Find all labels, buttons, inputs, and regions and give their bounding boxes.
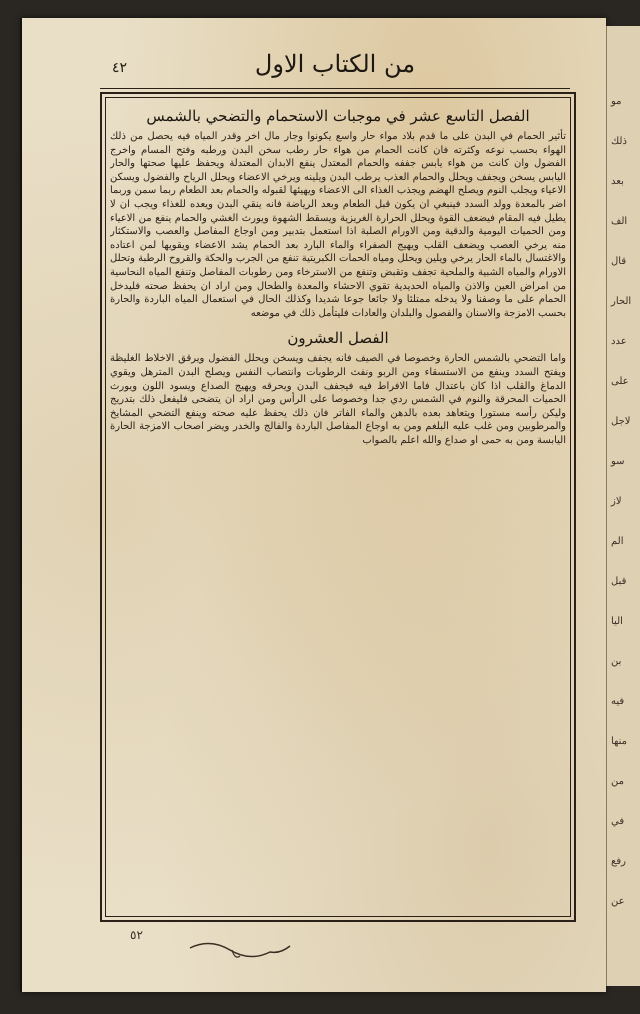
adjacent-page-fragment: لاز bbox=[611, 496, 622, 507]
adjacent-page-fragment: مو bbox=[611, 96, 622, 107]
adjacent-page-fragment: اليا bbox=[611, 616, 623, 627]
adjacent-page-fragment: من bbox=[611, 776, 624, 787]
adjacent-page-fragment: بن bbox=[611, 656, 622, 667]
folio-number: ٥٢ bbox=[130, 928, 143, 942]
chapter-20-heading: الفصل العشرون bbox=[287, 329, 389, 348]
adjacent-page-fragment: عدد bbox=[611, 336, 627, 347]
adjacent-page-fragment: عن bbox=[611, 896, 625, 907]
adjacent-page-fragment: الف bbox=[611, 216, 628, 227]
text-block bbox=[110, 102, 566, 912]
ink-flourish-mark bbox=[180, 930, 300, 970]
adjacent-page-fragment: سو bbox=[611, 456, 625, 467]
chapter-19-heading: الفصل التاسع عشر في موجبات الاستحمام والتضحي بالشمس bbox=[146, 107, 530, 125]
adjacent-page-fragment: في bbox=[611, 816, 625, 827]
header-rule bbox=[100, 88, 570, 89]
adjacent-page-fragment: رفع bbox=[611, 856, 626, 867]
page-number: ٤٢ bbox=[112, 60, 128, 76]
adjacent-page-edge bbox=[606, 26, 640, 986]
adjacent-page-fragment: على bbox=[611, 376, 629, 387]
adjacent-page-fragment: منها bbox=[611, 736, 628, 747]
adjacent-page-fragment: قبل bbox=[611, 576, 627, 587]
adjacent-page-fragment: الم bbox=[611, 536, 624, 547]
running-title: من الكتاب الاول bbox=[254, 50, 416, 78]
page-header bbox=[100, 50, 570, 90]
chapter-19-body: تأثير الحمام في البدن على ما قدم بلاد مواء حار واسع يكونوا وجار مال اخر وقدر المياه فيه يحصل من ذلك الهواء بحسب نوعه وكثرته فان كانت الحمام من هواء حار رطب سخن البدن ورطبه وفتح المسام واخرج الفضول وان كانت من هواء يابس جففه والحمام المعتدل ينفع الابدان المعتدلة ويحفظ عليها صحتها والحار اليابس يسخن ويجفف ويحلل والحمام العذب يرطب البدن ويلينه ويرخي الاعضاء ويحلل الرياح والفضول ويسكن الاعياء ويجلب النوم ويصلح الهضم ويجذب الغذاء الى الاعضاء ويهيئها لقبوله والحمام بعد الطعام ربما سمن وربما اضر بالمعدة وولد السدد فينبغي ان يكون قبل الطعام وبعد الرياضة فانه ينقي البدن ويعده للغذاء ويجب ان لا يطيل فيه المقام فيضعف القوة ويحلل الحرارة الغريزية ويسقط الشهوة ويورث الغشي والحمام ينفع من الاعياء ومن الحميات اليومية والدقية ومن الاورام الصلبة اذا استعمل بتدبير ومن اوجاع المفاصل والعصب والاستكثار منه يرخي العصب ويضعف القلب ويهيج الصفراء والماء البارد بعد الحمام يشد الاعضاء ويقويها لمن اعتاده والاغتسال بالماء الحار يرخي ويلين ويحلل ومياه الحمات الكبريتية تنفع من الجرب والحكة والقروح الرطبة وتحلل الاورام والمياه الشبية والملحية تجفف وتقبض وتنفع من الاسترخاء ومن رطوبات المفاصل وتنفع المياه النحاسية من امراض العين والاذن والمياه الحديدية تقوي الاحشاء والمعدة والطحال ومن اراد ان يحفظ صحته فليدخل الحمام على ما وصفنا ولا يدخله ممتلئا ولا جائعا جوعا شديدا وكذلك الحال في استعمال المياه الباردة والحارة بحسب الامزجة والاسنان والفصول والبلدان والعادات فليتأمل ذلك في موضعه bbox=[110, 131, 566, 319]
adjacent-page-fragment: قال bbox=[611, 256, 627, 267]
adjacent-page-fragment: فيه bbox=[611, 696, 625, 707]
text-frame bbox=[100, 92, 576, 922]
adjacent-page-fragment: الحار bbox=[611, 296, 632, 307]
adjacent-page-fragment: بعد bbox=[611, 176, 624, 187]
adjacent-page-fragment: ذلك bbox=[611, 136, 627, 147]
chapter-20-body: واما التضحي بالشمس الحارة وخصوصا في الصيف فانه يجفف ويسخن ويحلل الفضول ويرقق الاخلاط الغليظة ويفتح السدد وينفع من الاستسقاء ومن الربو ونفث الرطوبات وانتصاب النفس ويصلح البدن المترهل ويقوي الدماغ والقلب اذا كان باعتدال فاما الافراط فيه فيجفف البدن ويحرقه ويهيج الصداع ويسود اللون ويورث الحميات المحرقة والنوم في الشمس ردي جدا وخصوصا على الرأس ومن اراد ان يتضحى فليفعل ذلك بتدريج وليكن رأسه مستورا ويتعاهد بعده بالدهن والماء الفاتر فان ذلك يحفظ عليه صحته وينفع التضحي المشايخ والمرطوبين ومن غلب عليه البلغم ومن به اوجاع المفاصل الباردة والفالج والخدر ويضر اصحاب الامزجة الحارة اليابسة ومن به حمى او صداع والله اعلم بالصواب bbox=[110, 353, 566, 446]
adjacent-page-fragment: لاجل bbox=[611, 416, 631, 427]
